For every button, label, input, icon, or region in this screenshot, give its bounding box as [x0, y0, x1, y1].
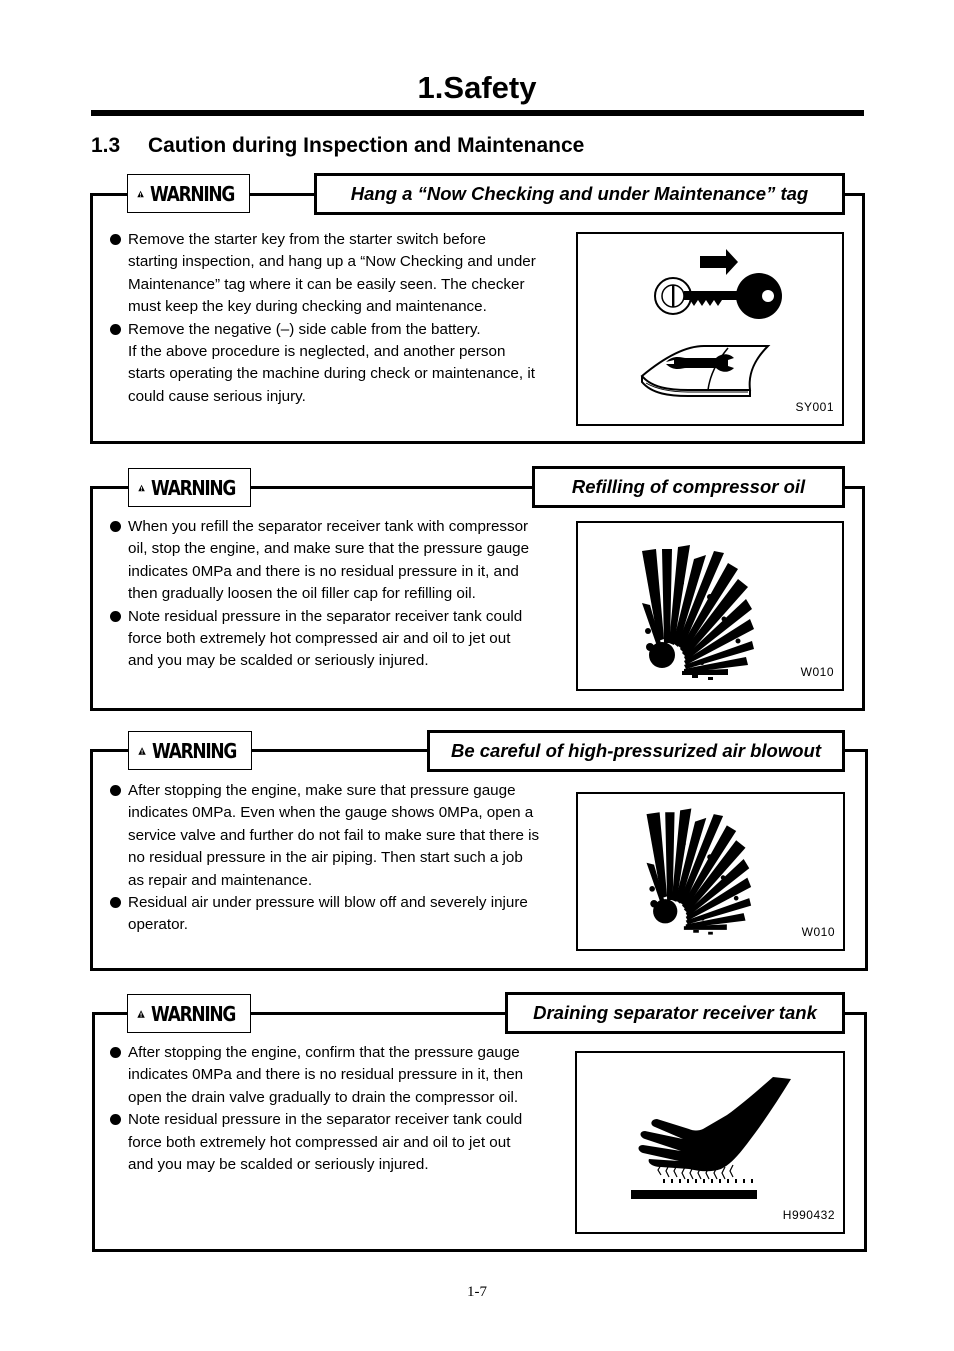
text-line: oil, stop the engine, and make sure that the pressure gauge [128, 540, 530, 558]
text-line: Note residual pressure in the separator receiver tank could [128, 1111, 523, 1129]
text-line: and you may be scalded or seriously injured. [128, 652, 429, 670]
figure-box [575, 1051, 845, 1234]
bullet-dot [110, 234, 121, 245]
bullet-list [110, 229, 565, 408]
list-item [110, 780, 568, 892]
warning-label-text: WARNING [151, 475, 236, 500]
bullet-dot [110, 324, 121, 335]
warning-triangle-icon [137, 1002, 145, 1026]
text-line: could cause serious injury. [128, 387, 306, 405]
panel-topic: Hang a “Now Checking and under Maintenance” tag [314, 173, 845, 215]
figure-code: SY001 [795, 400, 834, 414]
explosion-icon [578, 788, 843, 943]
text-line: If the above procedure is neglected, and another person [128, 343, 506, 361]
bullet-list [110, 1042, 565, 1176]
panel-topic: Be careful of high-pressurized air blowout [427, 730, 845, 772]
text-line: After stopping the engine, confirm that the pressure gauge [128, 1044, 520, 1061]
figure-code: W010 [801, 925, 835, 939]
text-line: then gradually loosen the oil filler cap for refilling oil. [128, 585, 476, 603]
warning-triangle-icon [138, 739, 146, 763]
warning-connector-line [252, 749, 430, 751]
warning-connector-line [251, 486, 535, 488]
text-line: When you refill the separator receiver tank with compressor [128, 518, 529, 535]
warning-triangle-icon [138, 476, 145, 500]
section-heading [91, 134, 584, 158]
text-line: and you may be scalded or seriously injured. [128, 1156, 429, 1174]
text-line: Maintenance” tag where it can be easily seen. The checker [128, 275, 525, 293]
warning-label [128, 731, 252, 770]
text-line: starts operating the machine during check or maintenance, it [128, 365, 535, 383]
panel-topic: Draining separator receiver tank [505, 992, 845, 1034]
list-item [110, 319, 565, 409]
text-line: open the drain valve gradually to drain the compressor oil. [128, 1088, 519, 1106]
bullet-dot [110, 521, 121, 532]
text-line: Remove the negative (–) side cable from the battery. [128, 320, 481, 338]
text-line: After stopping the engine, make sure that pressure gauge [128, 782, 516, 799]
text-line: indicates 0MPa and there is no residual pressure in it, then [128, 1066, 524, 1084]
hot-surface-hand-icon [577, 1053, 843, 1232]
text-line: starting inspection, and hang up a “Now Checking and under [128, 253, 536, 271]
figure-code: H990432 [782, 1208, 835, 1222]
list-item [110, 1109, 565, 1176]
text-line: Remove the starter key from the starter switch before [128, 231, 486, 248]
title-rule [91, 110, 864, 116]
list-item [110, 606, 565, 673]
list-item [110, 1042, 565, 1109]
list-item [110, 229, 565, 319]
warning-label-text: WARNING [152, 738, 237, 763]
bullet-dot [110, 1047, 121, 1058]
text-line: must keep the key during checking and maintenance. [128, 298, 487, 316]
figure-box [576, 521, 844, 691]
section-number: 1.3 [91, 134, 121, 157]
bullet-dot [110, 785, 121, 796]
text-line: indicates 0MPa. Even when the gauge shows 0MPa, open a [128, 804, 534, 822]
warning-label [127, 174, 250, 213]
figure-box [576, 792, 845, 951]
text-line: operator. [128, 916, 188, 934]
bullet-dot [110, 611, 121, 622]
text-line: service valve and further do not fail to make sure that there is [128, 826, 540, 844]
warning-triangle-icon [137, 182, 144, 206]
section-title: Caution during Inspection and Maintenance [148, 134, 585, 157]
bullet-dot [110, 897, 121, 908]
warning-label [128, 468, 251, 507]
bullet-list [110, 780, 568, 937]
bullet-dot [110, 1114, 121, 1125]
list-item [110, 892, 568, 937]
warning-label-text: WARNING [150, 181, 235, 206]
warning-connector-line [250, 193, 316, 195]
bullet-list [110, 516, 565, 673]
text-line: indicates 0MPa and there is no residual pressure in it, and [128, 562, 519, 580]
warning-label-text: WARNING [151, 1001, 236, 1026]
page-number: 1-7 [467, 1284, 487, 1300]
list-item [110, 516, 565, 606]
warning-connector-line [251, 1012, 508, 1014]
text-line: Residual air under pressure will blow off and severely injure [128, 894, 528, 912]
text-line: force both extremely hot compressed air and oil to jet out [128, 1133, 511, 1151]
text-line: no residual pressure in the air piping. Then start such a job [128, 849, 523, 867]
panel-topic: Refilling of compressor oil [532, 466, 845, 508]
warning-label [127, 994, 251, 1033]
figure-code: W010 [800, 665, 834, 679]
text-line: force both extremely hot compressed air and oil to jet out [128, 630, 511, 648]
text-line: as repair and maintenance. [128, 871, 313, 889]
figure-box [576, 232, 844, 426]
key-removal-and-manual-icon [578, 234, 842, 424]
text-line: Note residual pressure in the separator receiver tank could [128, 607, 523, 625]
page-title: 1.Safety [417, 70, 537, 105]
